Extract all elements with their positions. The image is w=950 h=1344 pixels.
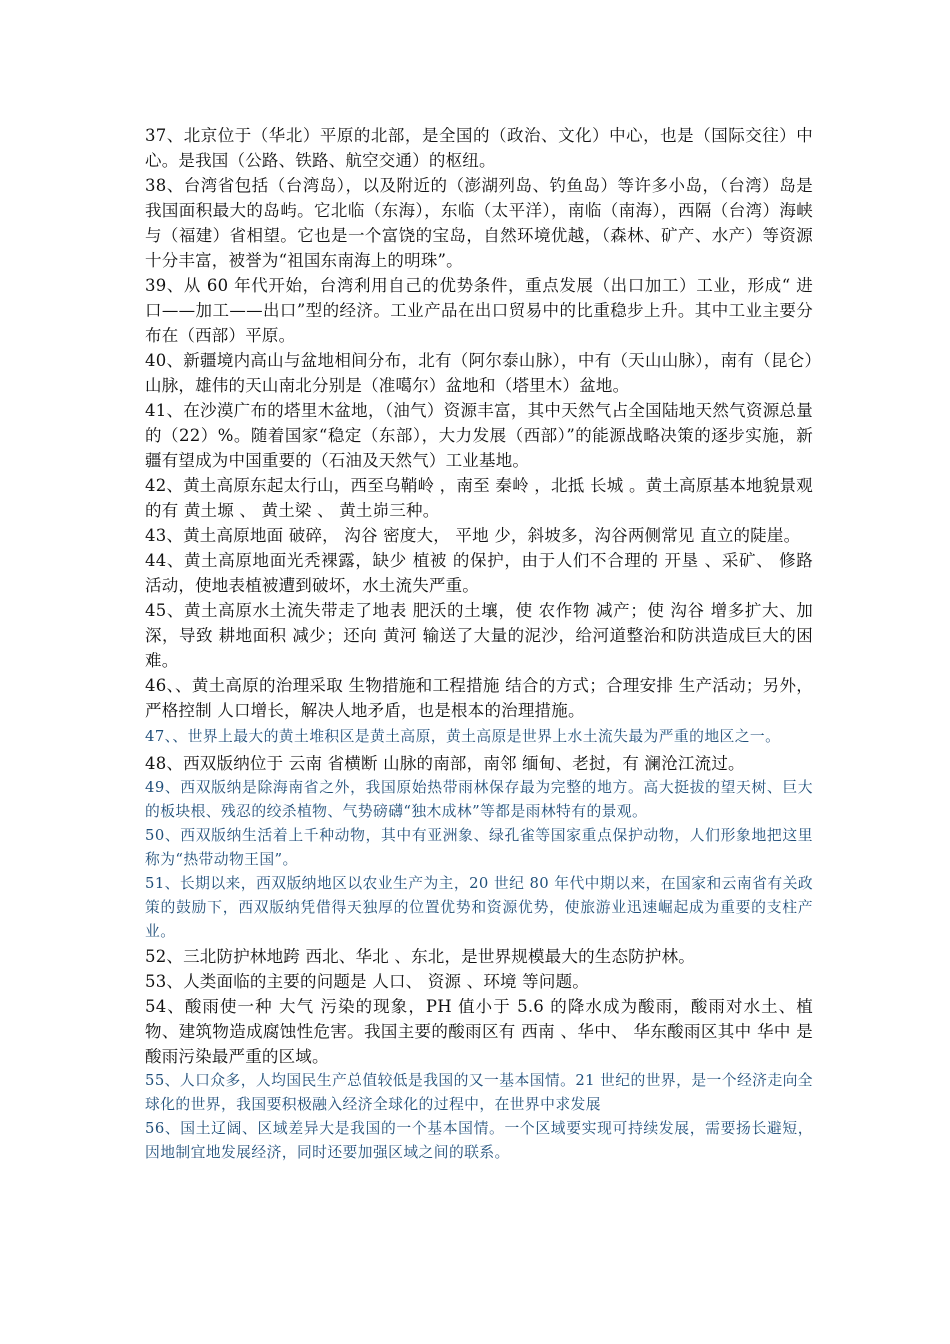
paragraph-38: 38、台湾省包括（台湾岛），以及附近的（澎湖列岛、钓鱼岛）等许多小岛，（台湾）岛是我国面积最大的岛屿。它北临（东海），东临（太平洋），南临（南海），西隔（台湾）海峡与（福建）省相望。它也是一个富饶的宝岛，自然环境优越，（森林、矿产、水产）等资源十分丰富，被誉为“祖国东南海上的明珠”。 xyxy=(145,176,813,270)
paragraph-46: 46、、黄土高原的治理采取 生物措施和工程措施 结合的方式；合理安排 生产活动；另外，严格控制 人口增长，解决人地矛盾，也是根本的治理措施。 xyxy=(145,676,813,720)
paragraph-43: 43、黄土高原地面 破碎， 沟谷 密度大， 平地 少，斜坡多，沟谷两侧常见 直立的陡崖。 xyxy=(145,526,801,545)
paragraph-45: 45、黄土高原水土流失带走了地表 肥沃的土壤，使 农作物 减产；使 沟谷 增多扩大、加深，导致 耕地面积 减少；还向 黄河 输送了大量的泥沙，给河道整治和防洪造成巨大的困难。 xyxy=(145,601,813,670)
paragraph-51: 51、长期以来，西双版纳地区以农业生产为主，20 世纪 80 年代中期以来，在国家和云南省有关政策的鼓励下，西双版纳凭借得天独厚的位置优势和资源优势，使旅游业迅速崛起成为重要的支柱产业。 xyxy=(145,875,813,940)
paragraph-53: 53、人类面临的主要的问题是 人口、 资源 、环境 等问题。 xyxy=(145,972,589,991)
paragraph-37: 37、北京位于（华北）平原的北部，是全国的（政治、文化）中心，也是（国际交往）中心。是我国（公路、铁路、航空交通）的枢纽。 xyxy=(145,126,813,170)
paragraph-39: 39、从 60 年代开始，台湾利用自己的优势条件，重点发展（出口加工）工业，形成“ 进口——加工——出口”型的经济。工业产品在出口贸易中的比重稳步上升。其中工业主要分布在（西部）平原。 xyxy=(145,276,813,345)
paragraph-47: 47、、世界上最大的黄土堆积区是黄土高原，黄土高原是世界上水土流失最为严重的地区之一。 xyxy=(145,728,781,745)
paragraph-48: 48、西双版纳位于 云南 省横断 山脉的南部，南邻 缅甸、老挝，有 澜沧江流过。 xyxy=(145,754,745,773)
paragraph-54: 54、酸雨使一种 大气 污染的现象，PH 值小于 5.6 的降水成为酸雨，酸雨对水土、植物、建筑物造成腐蚀性危害。我国主要的酸雨区有 西南 、华中、 华东酸雨区其中 华中 是酸雨污染最严重的区域。 xyxy=(145,997,813,1066)
document-body xyxy=(145,123,819,1165)
paragraph-55: 55、人口众多，人均国民生产总值较低是我国的又一基本国情。21 世纪的世界，是一个经济走向全球化的世界，我国要积极融入经济全球化的过程中，在世界中求发展 xyxy=(145,1072,813,1113)
paragraph-50: 50、西双版纳生活着上千种动物，其中有亚洲象、绿孔雀等国家重点保护动物，人们形象地把这里称为“热带动物王国”。 xyxy=(145,827,813,868)
paragraph-42: 42、黄土高原东起太行山，西至乌鞘岭 ，南至 秦岭 ，北抵 长城 。黄土高原基本地貌景观的有 黄土塬 、 黄土梁 、 黄土峁三种。 xyxy=(145,476,813,520)
paragraph-56: 56、国土辽阔、区域差异大是我国的一个基本国情。一个区域要实现可持续发展，需要扬长避短，因地制宜地发展经济，同时还要加强区域之间的联系。 xyxy=(145,1120,813,1161)
paragraph-40: 40、新疆境内高山与盆地相间分布，北有（阿尔泰山脉），中有（天山山脉），南有（昆仑）山脉，雄伟的天山南北分别是（准噶尔）盆地和（塔里木）盆地。 xyxy=(145,351,813,395)
paragraph-49: 49、西双版纳是除海南省之外，我国原始热带雨林保存最为完整的地方。高大挺拔的望天树、巨大的板块根、残忍的绞杀植物、气势磅礴“独木成林”等都是雨林特有的景观。 xyxy=(145,779,813,820)
paragraph-44: 44、黄土高原地面光秃裸露，缺少 植被 的保护，由于人们不合理的 开垦 、采矿、 修路 活动，使地表植被遭到破坏，水土流失严重。 xyxy=(145,551,819,595)
paragraph-41: 41、在沙漠广布的塔里木盆地，（油气）资源丰富，其中天然气占全国陆地天然气资源总量的（22）%。随着国家“稳定（东部），大力发展（西部）”的能源战略决策的逐步实施，新疆有望成为中国重要的（石油及天然气）工业基地。 xyxy=(145,401,813,470)
paragraph-52: 52、三北防护林地跨 西北、华北 、东北，是世界规模最大的生态防护林。 xyxy=(145,947,695,966)
